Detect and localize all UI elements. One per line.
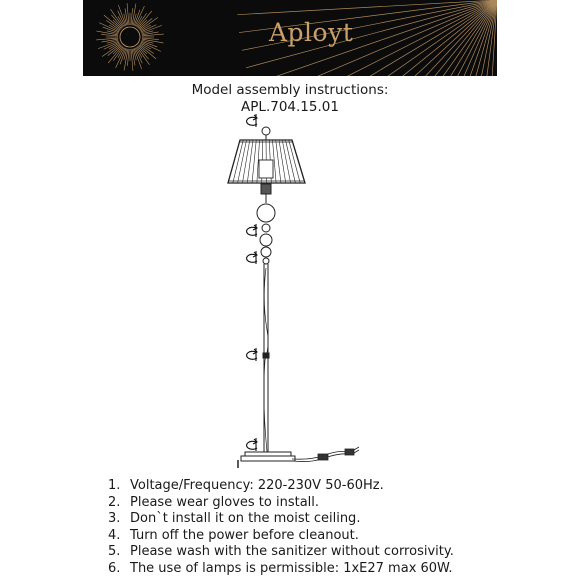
item-number: 5. [108, 544, 121, 560]
lamp-column [257, 194, 275, 452]
instructions-list [108, 478, 454, 578]
item-text: The use of lamps is permissible: 1xE27 max 60W. [130, 560, 453, 576]
brand-name: Aployt [269, 18, 354, 47]
floor-lamp-diagram [0, 114, 580, 474]
model-number: APL.704.15.01 [241, 99, 339, 115]
item-number: 4. [108, 527, 121, 543]
item-number: 3. [108, 511, 121, 527]
item-text: Please wash with the sanitizer without corrosivity. [130, 544, 454, 560]
item-number: 1. [108, 478, 121, 493]
item-number: 6. [108, 560, 121, 576]
list-item [108, 511, 454, 528]
lampshade [228, 140, 305, 183]
finial [262, 127, 270, 135]
lamp-base [238, 452, 295, 468]
power-cord [292, 447, 359, 462]
list-item [108, 495, 454, 512]
header-banner [83, 0, 497, 76]
item-text: Voltage/Frequency: 220-230V 50-60Hz. [130, 478, 384, 493]
list-item [108, 561, 454, 578]
document-title: Model assembly instructions: [191, 82, 389, 98]
item-text: Please wear gloves to install. [130, 494, 320, 510]
list-item [108, 528, 454, 545]
socket [261, 184, 271, 194]
list-item [108, 478, 454, 495]
item-text: Don`t install it on the moist ceiling. [130, 511, 361, 527]
item-number: 2. [108, 494, 121, 510]
list-item [108, 544, 454, 561]
item-text: Turn off the power before cleanout. [130, 527, 359, 543]
